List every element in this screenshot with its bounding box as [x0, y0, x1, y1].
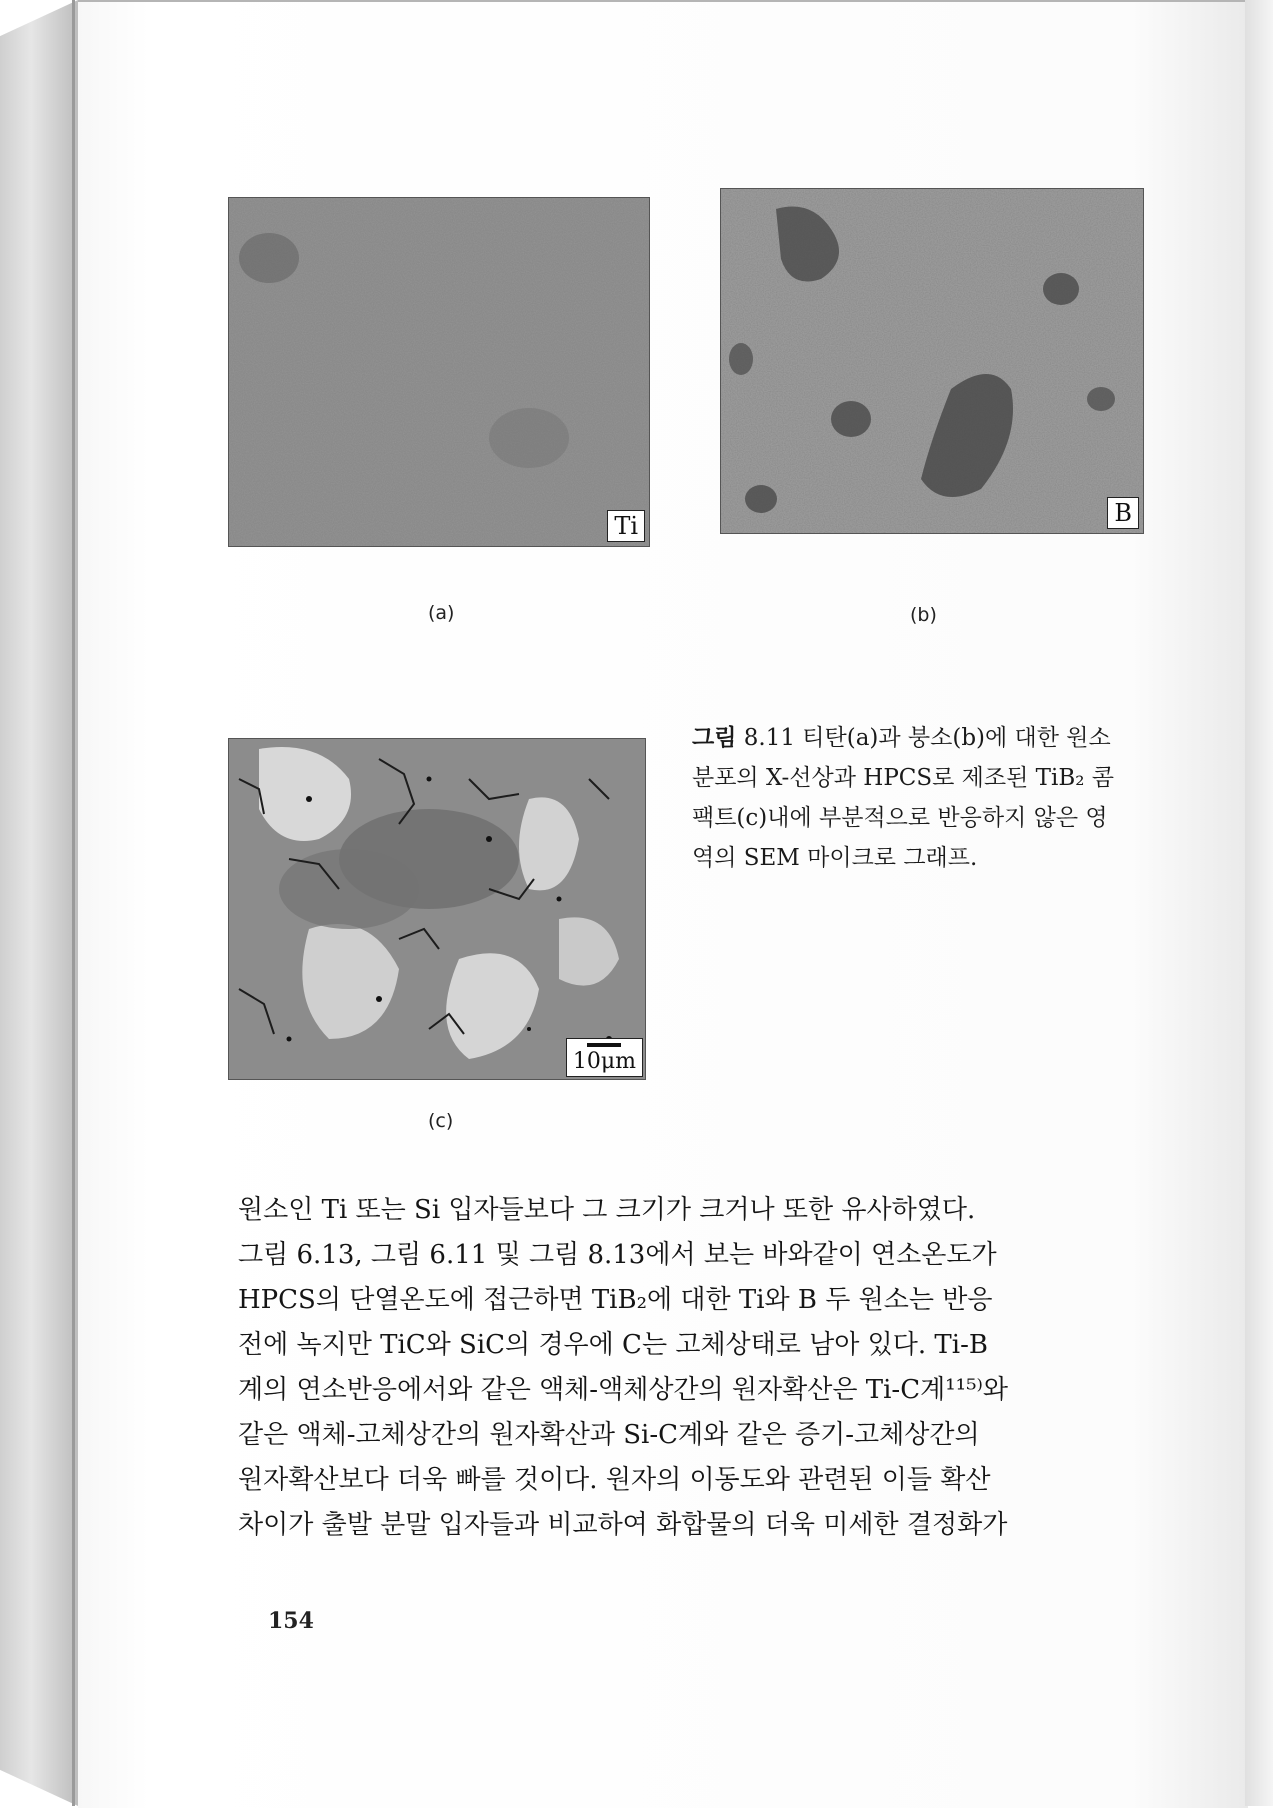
figure-b-label: (b)	[910, 604, 937, 626]
figure-a-label: (a)	[428, 602, 455, 624]
body-line: 계의 연소반응에서와 같은 액체-액체상간의 원자확산은 Ti-C계¹¹⁵⁾와	[238, 1375, 1008, 1405]
spine-edge	[72, 0, 75, 1806]
micrograph-c	[228, 738, 646, 1080]
body-line: 차이가 출발 분말 입자들과 비교하여 화합물의 더욱 미세한 결정화가	[238, 1510, 1008, 1540]
element-tag-b: B	[1107, 497, 1139, 529]
figure-c-label: (c)	[428, 1110, 454, 1132]
body-line: 전에 녹지만 TiC와 SiC의 경우에 C는 고체상태로 남아 있다. Ti-B	[238, 1330, 988, 1360]
caption-text: 티탄(a)과 붕소(b)에 대한 원소분포의 X-선상과 HPCS로 제조된 TiB₂ 콤팩트(c)내에 부분적으로 반응하지 않은 영역의 SEM 마이크로 그래프.	[692, 725, 1114, 871]
body-line: 같은 액체-고체상간의 원자확산과 Si-C계와 같은 증기-고체상간의	[238, 1420, 980, 1450]
micrograph-b	[720, 188, 1144, 534]
scale-bar-line	[587, 1043, 621, 1047]
body-paragraph	[238, 1188, 1110, 1548]
page-number: 154	[268, 1608, 314, 1634]
body-line: 그림 6.13, 그림 6.11 및 그림 8.13에서 보는 바와같이 연소온도가	[238, 1240, 997, 1270]
micrograph-a	[228, 197, 650, 547]
element-tag-ti: Ti	[607, 510, 645, 542]
figure-caption	[692, 718, 1122, 878]
page-right-edge	[1245, 0, 1273, 1806]
book-spine	[0, 0, 78, 1806]
scale-bar	[566, 1038, 643, 1077]
caption-number: 8.11	[743, 725, 795, 751]
body-line: HPCS의 단열온도에 접근하면 TiB₂에 대한 Ti와 B 두 원소는 반응	[238, 1285, 993, 1315]
body-line: 원자확산보다 더욱 빠를 것이다. 원자의 이동도와 관련된 이들 확산	[238, 1465, 991, 1495]
caption-label: 그림	[692, 725, 737, 751]
body-line: 원소인 Ti 또는 Si 입자들보다 그 크기가 크거나 또한 유사하였다.	[238, 1195, 976, 1225]
scale-bar-label: 10μm	[572, 1049, 636, 1074]
